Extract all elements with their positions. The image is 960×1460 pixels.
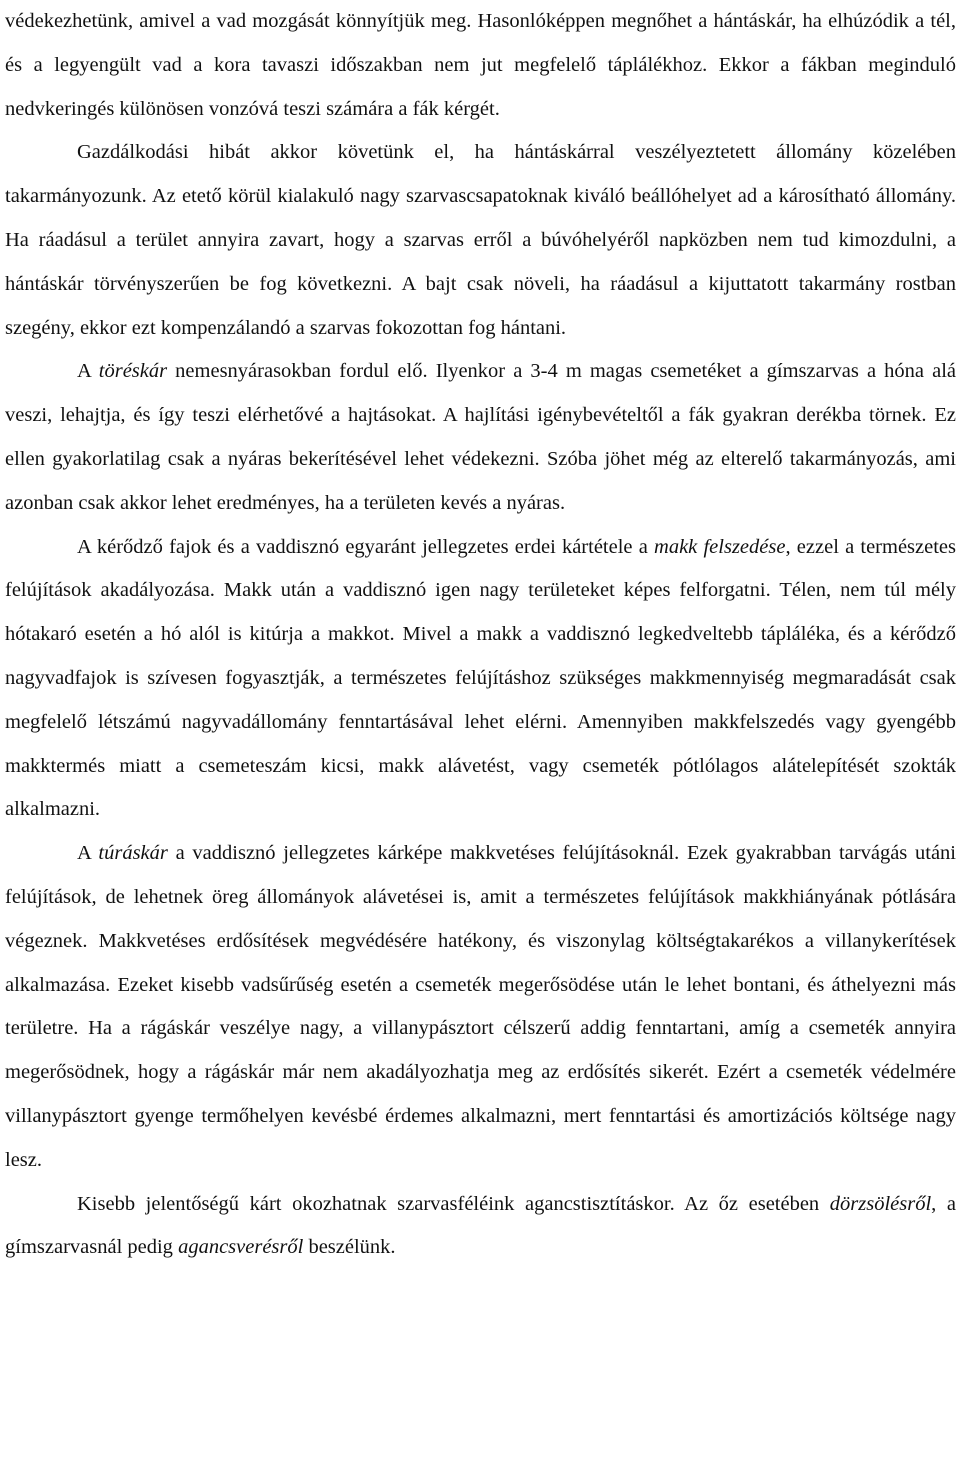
paragraph-text: a vaddisznó jellegzetes kárképe makkvetéses felújításoknál. Ezek gyakrabban tarvágás utáni felújítások, de lehetnek öreg állományok alávetései is, amit a természetes felújítások makkhiányának pótlására végeznek. Makkvetéses erdősítések megvédésére hatékony, és viszonylag költségtakarékos a villanykerítések alkalmazása. Ezeket kisebb vadsűrűség esetén a csemeték megerősödése után le lehet bontani, és áthelyezni más területre. Ha a rágáskár veszélye nagy, a villanypásztort célszerű addig fenntartani, amíg a csemeték annyira megerősödnek, hogy a rágáskár már nem akadályozhatja meg az erdősítés sikerét. Ezért a csemeték védelmére villanypásztort gyenge termőhelyen kevésbé érdemes alkalmazni, mert fenntartási és amortizációs költsége nagy lesz. xyxy=(5,842,956,1171)
paragraph xyxy=(5,0,956,131)
paragraph-text: , ezzel a természetes felújítások akadályozása. Makk után a vaddisznó igen nagy területeket képes felforgatni. Télen, nem túl mély hótakaró esetén a hó alól is kitúrja a makkot. Mivel a makk a vaddisznó legkedveltebb tápláléka, és a kérődző nagyvadfajok is szívesen fogyasztják, a természetes felújításhoz szükséges makkmennyiség megmaradását csak megfelelő létszámú nagyvadállomány fenntartásával lehet elérni. Amennyiben makkfelszedés vagy gyengébb makktermés miatt a csemeteszám kicsi, makk alávetést, vagy csemeték pótlólagos alátelepítését szokták alkalmazni. xyxy=(5,535,956,821)
emphasized-term: túráskár xyxy=(98,842,168,865)
emphasized-term: makk felszedése xyxy=(654,535,786,558)
paragraph xyxy=(5,350,956,525)
paragraph xyxy=(5,832,956,1182)
emphasized-term: dörzsölésről xyxy=(829,1192,932,1215)
emphasized-term: töréskár xyxy=(98,360,168,383)
paragraph xyxy=(5,1183,956,1271)
paragraph-text: nemesnyárasokban fordul elő. Ilyenkor a 3-4 m magas csemetéket a gímszarvas a hóna alá veszi, lehajtja, és így teszi elérhetővé a hajtásokat. A hajlítási igénybevételtől a fák gyakran derékba törnek. Ez ellen gyakorlatilag csak a nyáras bekerítésével lehet védekezni. Szóba jöhet még az elterelő takarmányozás, ami azonban csak akkor lehet eredményes, ha a területen kevés a nyáras. xyxy=(5,360,956,514)
paragraph-text: , a gímszarvasnál pedig xyxy=(5,1192,956,1259)
paragraph-text: Gazdálkodási hibát akkor követünk el, ha hántáskárral veszélyeztetett állomány közelében takarmányozunk. Az etető körül kialakuló nagy szarvascsapatoknak kiváló beállóhelyet ad a károsítható állomány. Ha ráadásul a terület annyira zavart, hogy a szarvas erről a búvóhelyéről napközben nem tud kimozdulni, a hántáskár törvényszerűen be fog következni. A bajt csak növeli, ha ráadásul a kijuttatott takarmány rostban szegény, ekkor ezt kompenzálandó a szarvas fokozottan fog hántani. xyxy=(5,141,956,339)
document-body xyxy=(5,0,956,1270)
paragraph xyxy=(5,131,956,350)
paragraph-text: A kérődző fajok és a vaddisznó egyaránt jellegzetes erdei kártétele a xyxy=(77,535,655,558)
paragraph-text: védekezhetünk, amivel a vad mozgását könnyítjük meg. Hasonlóképpen megnőhet a hántáskár, ha elhúzódik a tél, és a legyengült vad a kora tavaszi időszakban nem jut megfelelő táplálékhoz. Ekkor a fákban meginduló nedvkeringés különösen vonzóvá teszi számára a fák kérgét. xyxy=(5,10,956,120)
paragraph-text: Kisebb jelentőségű kárt okozhatnak szarvasféléink agancstisztításkor. Az őz esetében xyxy=(77,1192,830,1215)
paragraph-text: beszélünk. xyxy=(303,1236,396,1259)
paragraph-text: A xyxy=(77,842,99,865)
emphasized-term: agancsverésről xyxy=(178,1236,304,1259)
paragraph xyxy=(5,526,956,833)
paragraph-text: A xyxy=(77,360,99,383)
